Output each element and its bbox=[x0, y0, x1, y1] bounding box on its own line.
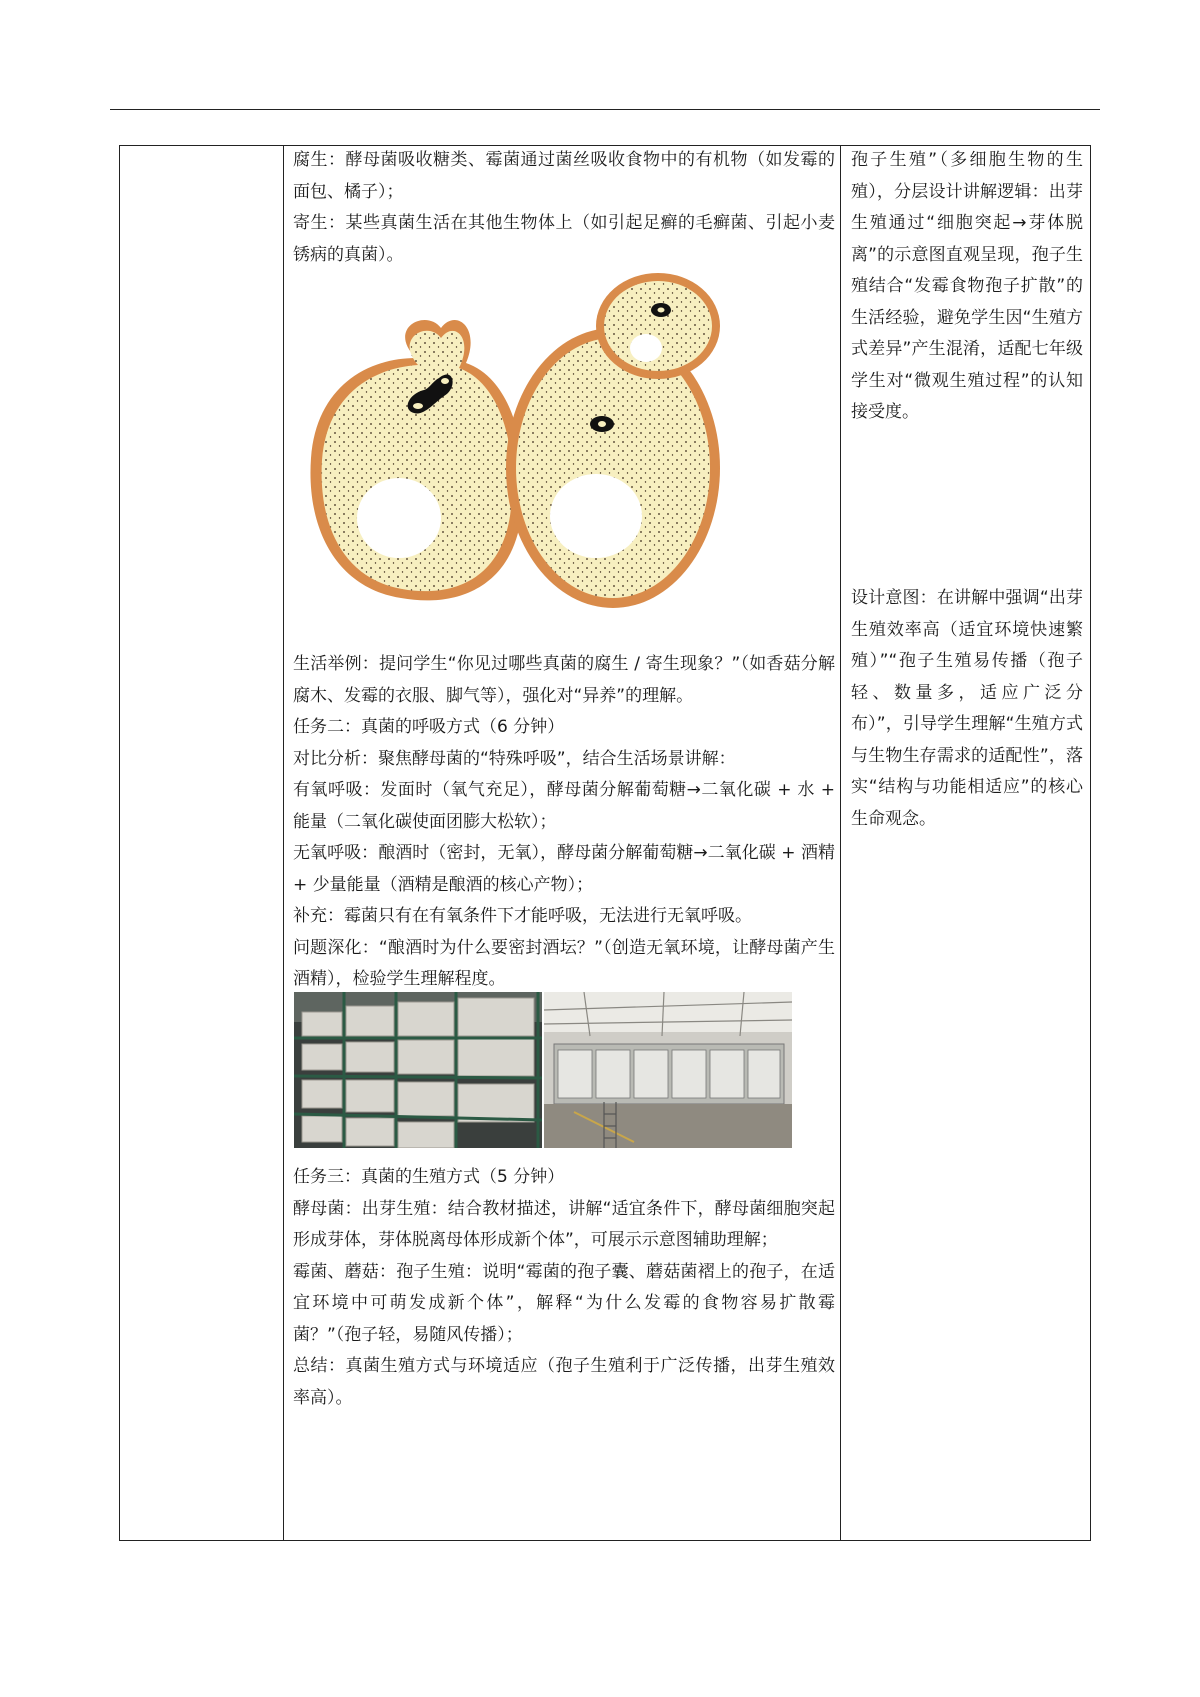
column-divider-right bbox=[840, 146, 841, 1540]
paragraph-spore-reproduction: 霉菌、蘑菇：孢子生殖：说明“霉菌的孢子囊、蘑菇菌褶上的孢子，在适宜环境中可萌发成新个体”，解释“为什么发霉的食物容易扩散霉菌？”（孢子轻，易随风传播）； bbox=[293, 1261, 835, 1345]
teaching-process-cell bbox=[293, 145, 835, 271]
yeast-bud bbox=[596, 273, 720, 379]
vacuole-left bbox=[357, 478, 441, 558]
teaching-process-cell-continued bbox=[293, 649, 835, 996]
paragraph-yeast-budding: 酵母菌：出芽生殖：结合教材描述，讲解“适宜条件下，酵母菌细胞突起形成芽体，芽体脱离母体形成新个体”，可展示示意图辅助理解； bbox=[293, 1198, 835, 1250]
yeast-cell-left bbox=[310, 320, 523, 600]
design-note-reproduction: 孢子生殖”（多细胞生物的生殖），分层设计讲解逻辑：出芽生殖通过“细胞突起→芽体脱离”的示意图直观呈现，孢子生殖结合“发霉食物孢子扩散”的生活经验，避免学生因“生殖方式差异”产生混淆，适配七年级学生对“微观生殖过程”的认知接受度。 bbox=[851, 150, 1083, 422]
paragraph-question: 问题深化：“酿酒时为什么要密封酒坛？”（创造无氧环境，让酵母菌产生酒精），检验学生理解程度。 bbox=[293, 937, 835, 989]
paragraph-summary: 总结：真菌生殖方式与环境适应（孢子生殖利于广泛传播，出芽生殖效率高）。 bbox=[293, 1356, 835, 1408]
paragraph-anaerobic: 无氧呼吸：酿酒时（密封，无氧），酵母菌分解葡萄糖→二氧化碳 + 酒精 + 少量能量（酒精是酿酒的核心产物）； bbox=[293, 843, 835, 895]
teaching-process-cell-task-three bbox=[293, 1162, 835, 1414]
design-notes-cell-bottom bbox=[851, 583, 1083, 835]
column-divider-left bbox=[283, 146, 284, 1540]
paragraph-compare-analysis: 对比分析：聚焦酵母菌的“特殊呼吸”，结合生活场景讲解： bbox=[293, 748, 736, 769]
paragraph-life-example: 生活举例：提问学生“你见过哪些真菌的腐生 / 寄生现象？”（如香菇分解腐木、发霉的衣服、脚气等），强化对“异养”的理解。 bbox=[293, 654, 835, 706]
vacuole-right bbox=[550, 474, 642, 558]
storage-racks-photo bbox=[294, 992, 542, 1148]
paragraph-parasitic: 寄生：某些真菌生活在其他生物体上（如引起足癣的毛癣菌、引起小麦锈病的真菌）。 bbox=[293, 213, 835, 265]
paragraph-aerobic: 有氧呼吸：发面时（氧气充足），酵母菌分解葡萄糖→二氧化碳 + 水 + 能量（二氧化碳使面团膨大松软）； bbox=[293, 780, 835, 832]
header-rule bbox=[110, 109, 1100, 110]
paragraph-saprophytic: 腐生：酵母菌吸收糖类、霉菌通过菌丝吸收食物中的有机物（如发霉的面包、橘子）； bbox=[293, 150, 835, 202]
yeast-budding-figure bbox=[306, 268, 738, 618]
design-intent: 设计意图：在讲解中强调“出芽生殖效率高（适宜环境快速繁殖）”“孢子生殖易传播（孢子轻、数量多，适应广泛分布）”，引导学生理解“生殖方式与生物生存需求的适配性”，落实“结构与功能相适应”的核心生命观念。 bbox=[851, 588, 1083, 829]
photo-row bbox=[294, 992, 792, 1148]
paragraph-supplement: 补充：霉菌只有在有氧条件下才能呼吸，无法进行无氧呼吸。 bbox=[293, 906, 752, 926]
task-two-title: 任务二：真菌的呼吸方式（6 分钟） bbox=[293, 717, 565, 737]
design-notes-cell-top bbox=[851, 145, 1083, 429]
fermentation-workshop-photo bbox=[544, 992, 792, 1148]
task-three-title: 任务三：真菌的生殖方式（5 分钟） bbox=[293, 1167, 565, 1187]
